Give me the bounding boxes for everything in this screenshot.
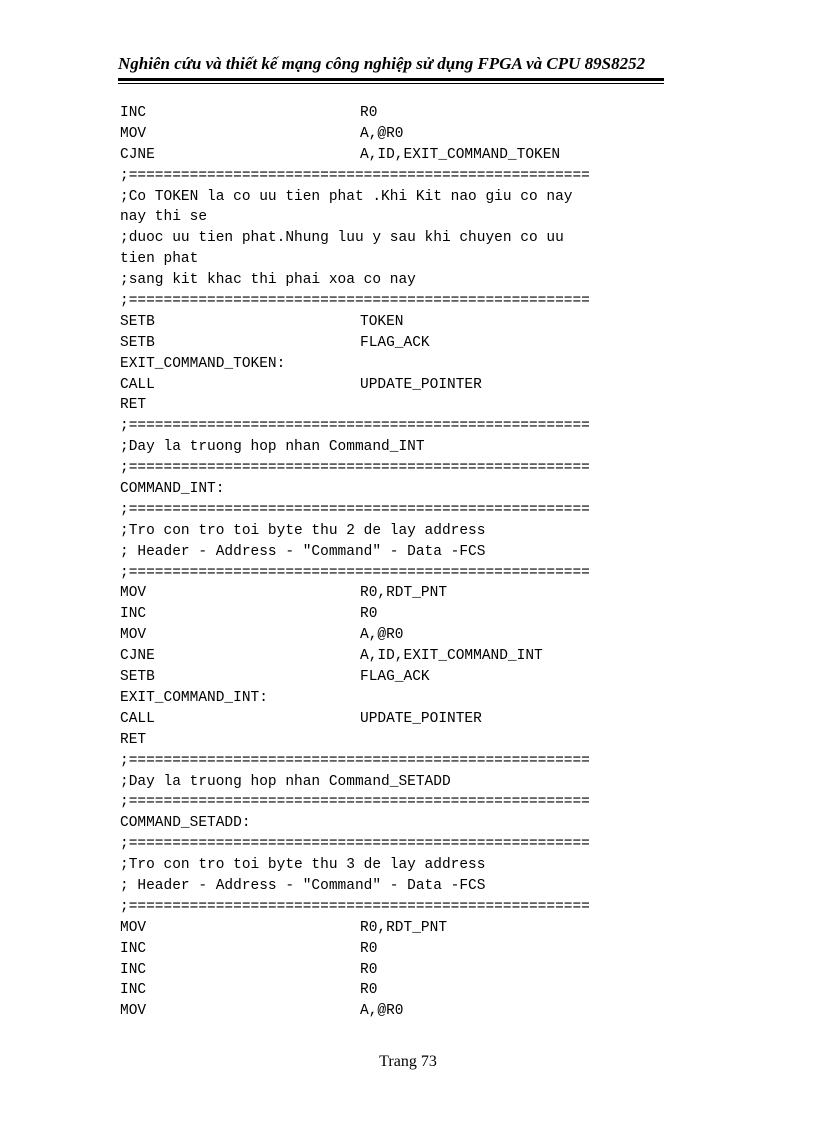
code-line xyxy=(120,375,700,396)
code-operand: UPDATE_POINTER xyxy=(360,710,482,727)
code-mnemonic: INC xyxy=(120,940,147,957)
code-line: ;===================================================== xyxy=(120,501,590,518)
code-line: ;===================================================== xyxy=(120,794,590,811)
code-line: RET xyxy=(120,731,147,748)
code-line xyxy=(120,646,700,667)
code-line: tien phat xyxy=(120,251,199,268)
code-line: ;===================================================== xyxy=(120,293,590,310)
page-number: Trang 73 xyxy=(379,1053,437,1070)
code-line: ;Co TOKEN la co uu tien phat .Khi Kit nao giu co nay xyxy=(120,188,573,205)
code-line: ; Header - Address - "Command" - Data -FCS xyxy=(120,543,486,560)
code-line: ;===================================================== xyxy=(120,418,590,435)
code-operand: R0,RDT_PNT xyxy=(360,585,448,602)
code-line: ;===================================================== xyxy=(120,167,590,184)
code-line: ;===================================================== xyxy=(120,898,590,915)
code-operand: FLAG_ACK xyxy=(360,669,430,686)
code-operand: FLAG_ACK xyxy=(360,334,430,351)
code-line xyxy=(120,625,700,646)
code-line: RET xyxy=(120,397,147,414)
code-mnemonic: INC xyxy=(120,606,147,623)
code-line: EXIT_COMMAND_INT: xyxy=(120,689,268,706)
code-line xyxy=(120,103,700,124)
code-mnemonic: MOV xyxy=(120,919,147,936)
code-line: EXIT_COMMAND_TOKEN: xyxy=(120,355,286,372)
code-line: ;Day la truong hop nhan Command_INT xyxy=(120,439,425,456)
code-mnemonic: CALL xyxy=(120,710,155,727)
code-mnemonic: INC xyxy=(120,982,147,999)
code-line xyxy=(120,333,700,354)
code-mnemonic: INC xyxy=(120,961,147,978)
code-line: COMMAND_INT: xyxy=(120,481,225,498)
code-line: ;Tro con tro toi byte thu 3 de lay address xyxy=(120,857,486,874)
code-line xyxy=(120,1001,700,1022)
code-mnemonic: CJNE xyxy=(120,648,155,665)
code-line: ;duoc uu tien phat.Nhung luu y sau khi chuyen co uu xyxy=(120,230,564,247)
code-operand: R0 xyxy=(360,940,378,957)
code-line xyxy=(120,667,700,688)
code-mnemonic: CJNE xyxy=(120,146,155,163)
code-line xyxy=(120,604,700,625)
code-operand: R0,RDT_PNT xyxy=(360,919,448,936)
code-line xyxy=(120,960,700,981)
code-line xyxy=(120,124,700,145)
code-operand: R0 xyxy=(360,606,378,623)
code-line: nay thi se xyxy=(120,209,208,226)
header-rule-thin xyxy=(118,83,664,84)
code-operand: A,ID,EXIT_COMMAND_TOKEN xyxy=(360,146,561,163)
code-listing xyxy=(120,103,700,1022)
code-mnemonic: MOV xyxy=(120,585,147,602)
code-mnemonic: MOV xyxy=(120,1003,147,1020)
code-operand: A,@R0 xyxy=(360,1003,404,1020)
code-operand: R0 xyxy=(360,105,378,121)
code-mnemonic: MOV xyxy=(120,627,147,644)
code-operand: A,ID,EXIT_COMMAND_INT xyxy=(360,648,543,665)
code-line xyxy=(120,709,700,730)
code-mnemonic: SETB xyxy=(120,313,155,330)
code-line: ;===================================================== xyxy=(120,752,590,769)
code-line: ;Tro con tro toi byte thu 2 de lay address xyxy=(120,522,486,539)
code-line xyxy=(120,145,700,166)
code-operand: R0 xyxy=(360,982,378,999)
code-line: ; Header - Address - "Command" - Data -FCS xyxy=(120,877,486,894)
header-rule-thick xyxy=(118,78,664,81)
code-operand: UPDATE_POINTER xyxy=(360,376,482,393)
code-line: ;===================================================== xyxy=(120,460,590,477)
code-mnemonic: INC xyxy=(120,105,147,121)
code-line: ;sang kit khac thi phai xoa co nay xyxy=(120,272,416,289)
code-line xyxy=(120,312,700,333)
code-mnemonic: SETB xyxy=(120,669,155,686)
code-line: COMMAND_SETADD: xyxy=(120,815,251,832)
code-line: ;===================================================== xyxy=(120,564,590,581)
code-line: ;Day la truong hop nhan Command_SETADD xyxy=(120,773,451,790)
code-mnemonic: SETB xyxy=(120,334,155,351)
code-line xyxy=(120,980,700,1001)
code-operand: A,@R0 xyxy=(360,627,404,644)
code-operand: TOKEN xyxy=(360,313,404,330)
code-line xyxy=(120,918,700,939)
code-mnemonic: MOV xyxy=(120,125,147,142)
page-header-title: Nghiên cứu và thiết kế mạng công nghiệp sử dụng FPGA và CPU 89S8252 xyxy=(118,54,646,73)
code-operand: A,@R0 xyxy=(360,125,404,142)
code-line xyxy=(120,939,700,960)
code-operand: R0 xyxy=(360,961,378,978)
code-mnemonic: CALL xyxy=(120,376,155,393)
code-line xyxy=(120,583,700,604)
code-line: ;===================================================== xyxy=(120,836,590,853)
